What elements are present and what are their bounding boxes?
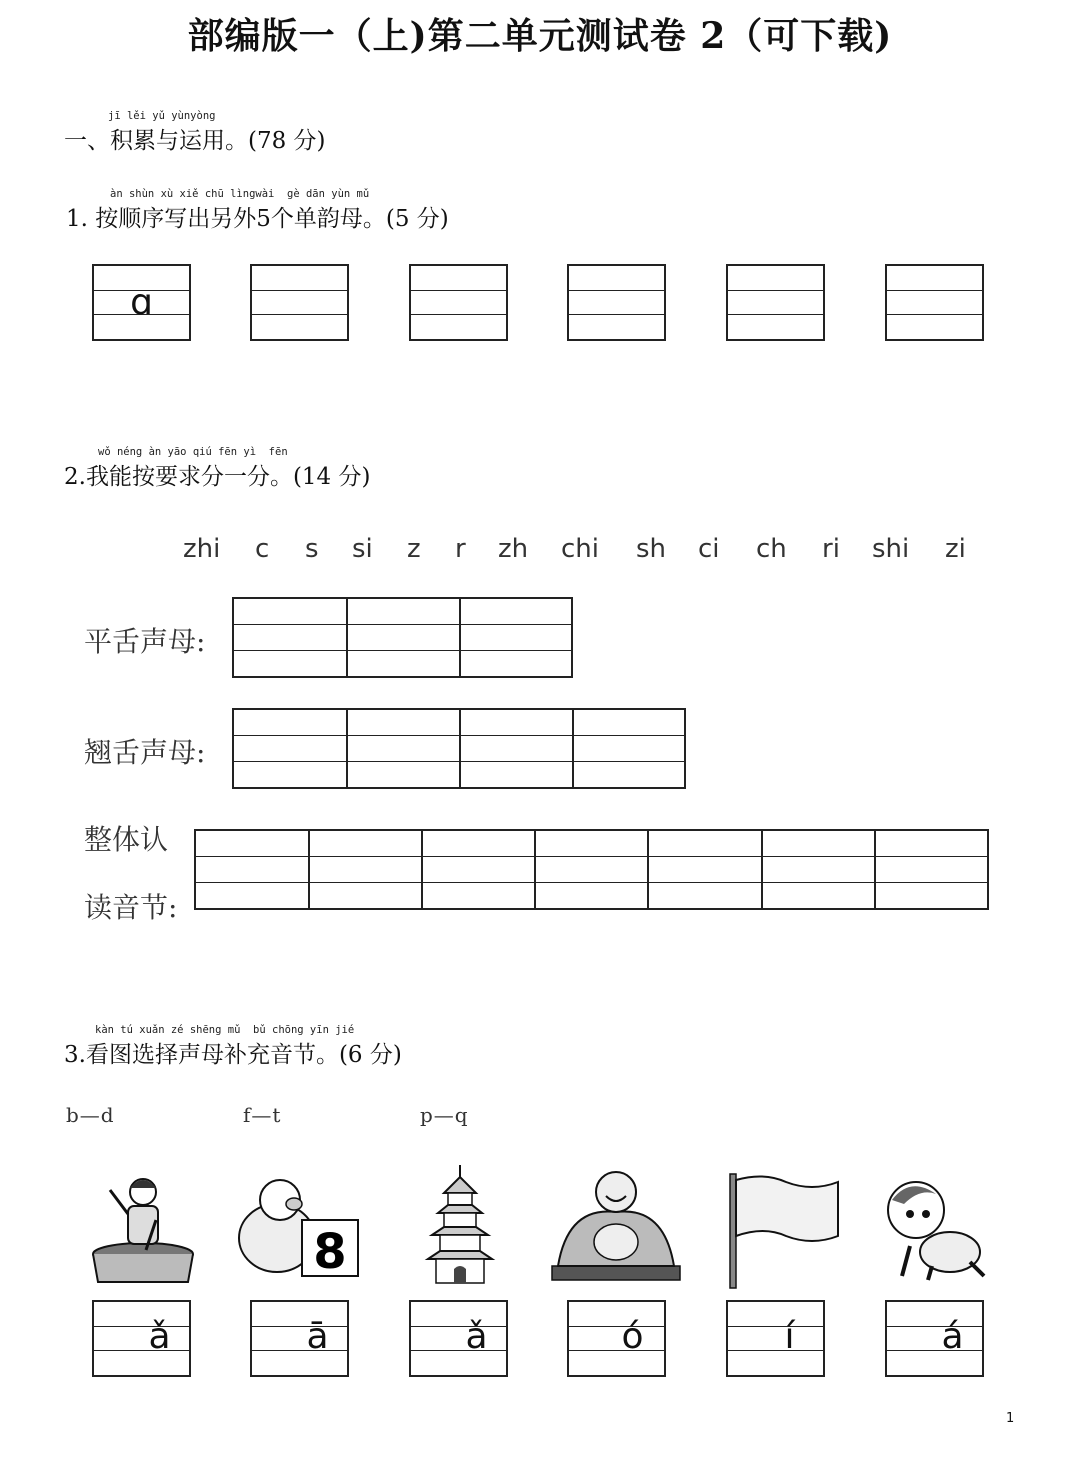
flag-picture (724, 1170, 844, 1290)
page-number: 1 (1006, 1411, 1015, 1426)
retroflex-grid[interactable] (232, 708, 686, 789)
whole-syllable-label-2: 读音节: (84, 891, 178, 924)
pair-f-t: f—t (243, 1103, 282, 1127)
q2-pinyin: wǒ néng àn yāo qiú fēn yì fēn (98, 446, 288, 458)
vowel-box-2[interactable] (250, 264, 349, 341)
syllable: c (255, 534, 270, 564)
syllable-box-5[interactable] (726, 1300, 825, 1377)
vowel: ǎ (465, 1316, 488, 1357)
syllable: ri (822, 534, 840, 564)
vowel-box-4[interactable] (567, 264, 666, 341)
section1-pinyin: jī lěi yǔ yùnyòng (108, 110, 216, 122)
retroflex-label: 翘舌声母: (84, 736, 206, 769)
vowel-box-3[interactable] (409, 264, 508, 341)
syllable-box-1[interactable] (92, 1300, 191, 1377)
q1-heading: 1. 按顺序写出另外5个单韵母。(5 分) (66, 206, 449, 232)
syllable-box-6[interactable] (885, 1300, 984, 1377)
given-vowel: ɑ (130, 282, 153, 323)
syllable: shi (872, 534, 910, 564)
vowel: ǎ (148, 1316, 171, 1357)
pair-b-d: b—d (66, 1103, 115, 1127)
syllable-box-4[interactable] (567, 1300, 666, 1377)
pair-p-q: p—q (420, 1103, 469, 1127)
drum-player-picture (88, 1170, 198, 1286)
flat-tongue-grid[interactable] (232, 597, 573, 678)
q3-heading: 3.看图选择声母补充音节。(6 分) (64, 1042, 402, 1068)
syllable: zi (945, 534, 966, 564)
pagoda-picture (424, 1163, 496, 1285)
whole-syllable-label-1: 整体认 (84, 823, 169, 856)
syllable: chi (561, 534, 599, 564)
laughing-buddha-picture (548, 1166, 684, 1282)
flat-tongue-label: 平舌声母: (84, 625, 206, 658)
whole-syllable-grid[interactable] (194, 829, 989, 910)
vowel: ā (306, 1316, 329, 1357)
q3-pinyin: kàn tú xuǎn zé shēng mǔ bǔ chōng yīn jié (95, 1024, 355, 1036)
syllable: s (305, 534, 319, 564)
vowel-box-1[interactable] (92, 264, 191, 341)
syllable: ci (698, 534, 720, 564)
syllable: r (455, 534, 466, 564)
syllable: si (352, 534, 373, 564)
syllable: ch (756, 534, 787, 564)
q1-pinyin: àn shùn xù xiě chū lìngwài gè dān yùn mǔ (110, 188, 370, 200)
syllable: zhi (183, 534, 221, 564)
crawling-baby-picture (880, 1176, 990, 1288)
syllable: sh (636, 534, 667, 564)
syllable-box-2[interactable] (250, 1300, 349, 1377)
page-title: 部编版一（上)第二单元测试卷 2（可下载) (187, 15, 893, 57)
section1-heading: 一、积累与运用。(78 分) (64, 128, 326, 154)
q2-heading: 2.我能按要求分一分。(14 分) (64, 464, 371, 490)
vowel-box-5[interactable] (726, 264, 825, 341)
vowel: ó (621, 1316, 644, 1357)
syllable: z (407, 534, 421, 564)
vowel: á (941, 1316, 964, 1357)
pig-picture (232, 1168, 362, 1280)
vowel-box-6[interactable] (885, 264, 984, 341)
syllable-box-3[interactable] (409, 1300, 508, 1377)
vowel: í (784, 1316, 795, 1357)
syllable: zh (498, 534, 529, 564)
eight-label: 8 (313, 1224, 347, 1280)
